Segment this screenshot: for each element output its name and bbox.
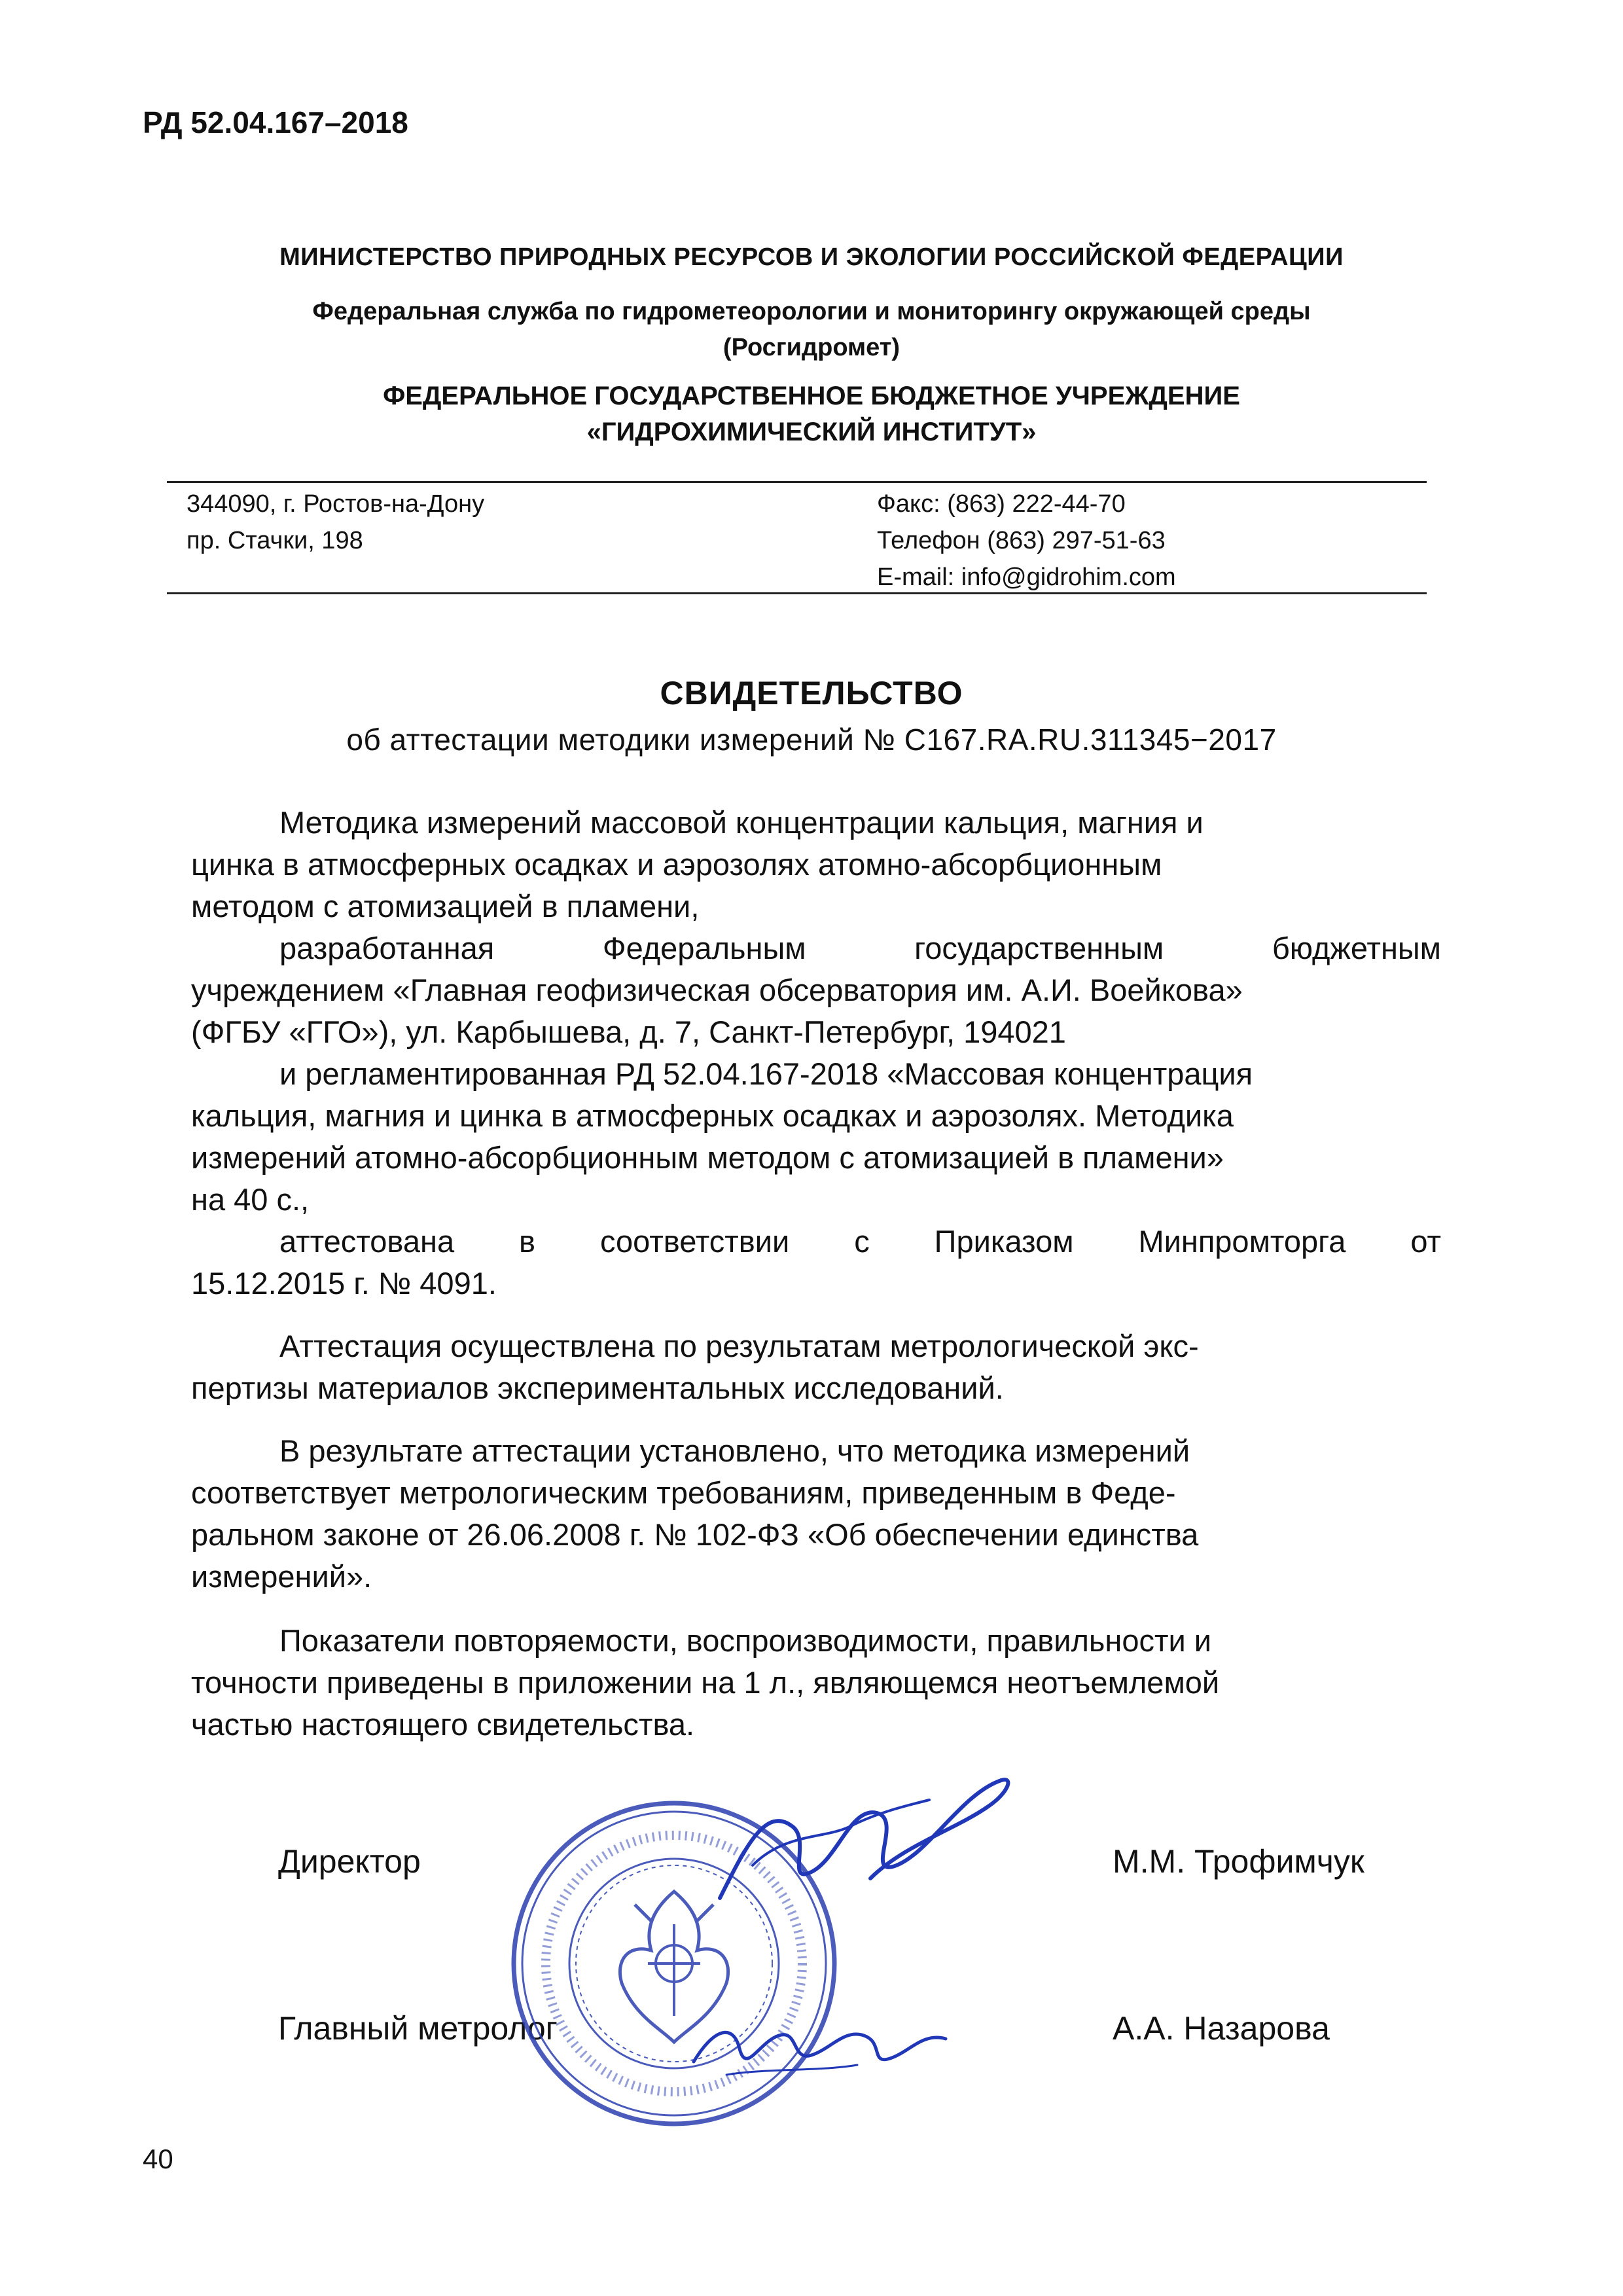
director-name: М.М. Трофимчук (1113, 1843, 1364, 1880)
paragraph-line: точности приведены в приложении на 1 л., являющемся неотъемлемой (191, 1665, 1220, 1700)
contact-details (877, 486, 1176, 596)
paragraph-line: Методика измерений массовой концентрации кальция, магния и (279, 805, 1204, 840)
metrologist-name: А.А. Назарова (1113, 2010, 1330, 2047)
paragraph-line: измерений атомно-абсорбционным методом с атомизацией в пламени» (191, 1140, 1224, 1175)
paragraph-line: Аттестация осуществлена по результатам метрологической экс- (279, 1329, 1199, 1363)
paragraph-developer (191, 927, 1441, 1053)
paragraph-line: цинка в атмосферных осадках и аэрозолях атомно-абсорбционным (191, 847, 1162, 882)
contact-top-rule (167, 481, 1427, 483)
address-block (187, 486, 484, 559)
paragraph-attestation-basis (191, 1325, 1441, 1409)
paragraph-line: кальция, магния и цинка в атмосферных осадках и аэрозолях. Методика (191, 1098, 1234, 1133)
paragraph-line: и регламентированная РД 52.04.167-2018 «Массовая концентрация (279, 1056, 1253, 1091)
institution-name-line1: ФЕДЕРАЛЬНОЕ ГОСУДАРСТВЕННОЕ БЮДЖЕТНОЕ УЧРЕЖДЕНИЕ (383, 382, 1240, 410)
paragraph-attested (191, 1221, 1441, 1304)
paragraph-line: методом с атомизацией в пламени, (191, 889, 700, 924)
paragraph-result (191, 1430, 1441, 1598)
paragraph-line: пертизы материалов экспериментальных исследований. (191, 1371, 1004, 1405)
paragraph-line: (ФГБУ «ГГО»), ул. Карбышева, д. 7, Санкт-Петербург, 194021 (191, 1014, 1066, 1049)
address-line1: 344090, г. Ростов-на-Дону (187, 490, 485, 518)
director-signature-icon (707, 1767, 1021, 1937)
paragraph-line: аттестована в соответствии с Приказом Минпромторга от (279, 1224, 1441, 1259)
certificate-subtitle: об аттестации методики измерений № С167.RA.RU.311345−2017 (346, 723, 1277, 757)
address-line2: пр. Стачки, 198 (187, 527, 363, 554)
paragraph-line: ральном законе от 26.06.2008 г. № 102-ФЗ «Об обеспечении единства (191, 1517, 1199, 1552)
contact-bottom-rule (167, 592, 1427, 594)
paragraph-line: измерений». (191, 1559, 372, 1594)
paragraph-regulation (191, 1053, 1441, 1221)
metrologist-signature-icon (687, 2003, 962, 2094)
fax: Факс: (863) 222-44-70 (877, 490, 1126, 518)
paragraph-method (191, 802, 1441, 927)
institution-name-line2: «ГИДРОХИМИЧЕСКИЙ ИНСТИТУТ» (586, 418, 1037, 446)
certificate-title: СВИДЕТЕЛЬСТВО (660, 675, 963, 711)
email: E-mail: info@gidrohim.com (877, 564, 1176, 591)
paragraph-line: разработанная Федеральным государственным бюджетным (279, 931, 1441, 965)
paragraph-line: В результате аттестации установлено, что методика измерений (279, 1433, 1190, 1468)
paragraph-line: Показатели повторяемости, воспроизводимости, правильности и (279, 1623, 1212, 1658)
service-name-line2: (Росгидромет) (722, 334, 901, 361)
ministry-name: МИНИСТЕРСТВО ПРИРОДНЫХ РЕСУРСОВ И ЭКОЛОГИИ РОССИЙСКОЙ ФЕДЕРАЦИИ (279, 243, 1344, 271)
phone: Телефон (863) 297-51-63 (877, 527, 1166, 554)
paragraph-line: на 40 с., (191, 1182, 310, 1217)
paragraph-indicators (191, 1620, 1441, 1746)
paragraph-line: соответствует метрологическим требованиям, приведенным в Феде- (191, 1475, 1176, 1510)
paragraph-line: частью настоящего свидетельства. (191, 1707, 695, 1742)
service-name-line1: Федеральная служба по гидрометеорологии и мониторингу окружающей среды (312, 298, 1311, 325)
document-code: РД 52.04.167–2018 (143, 105, 408, 139)
page-number: 40 (143, 2144, 173, 2174)
metrologist-title: Главный метролог (278, 2010, 558, 2047)
director-title: Директор (278, 1843, 421, 1880)
paragraph-line: 15.12.2015 г. № 4091. (191, 1266, 497, 1300)
paragraph-line: учреждением «Главная геофизическая обсерватория им. А.И. Воейкова» (191, 973, 1243, 1007)
